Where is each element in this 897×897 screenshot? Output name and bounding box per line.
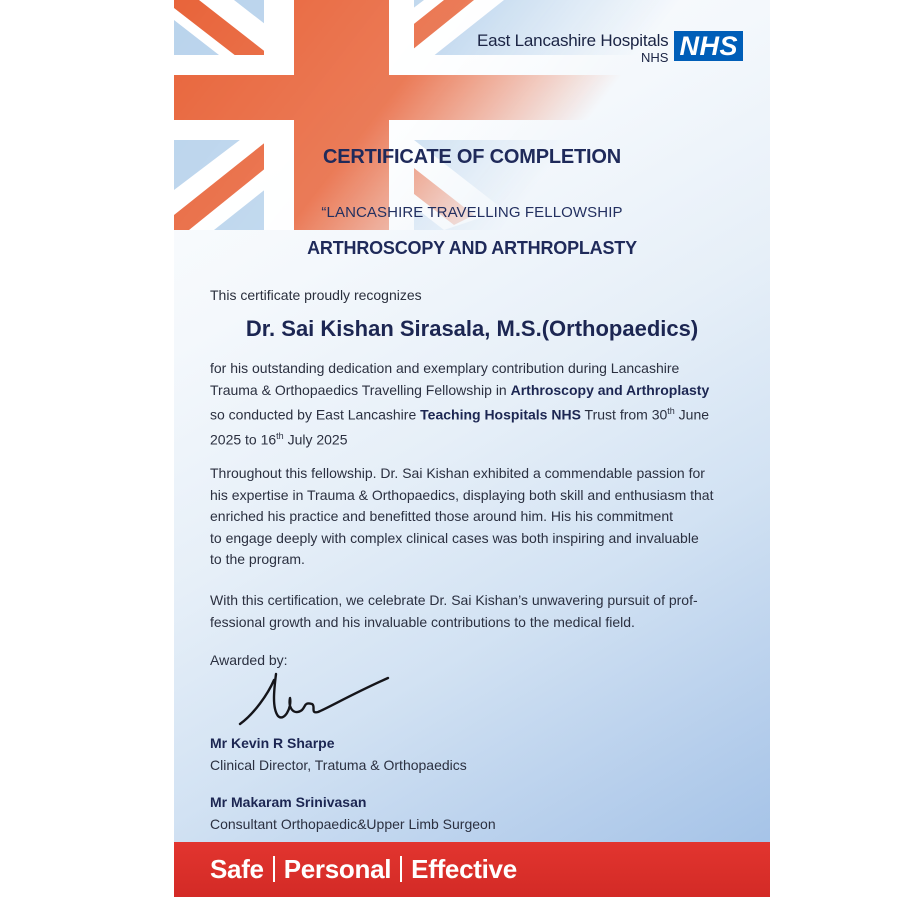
recipient-name: Dr. Sai Kishan Sirasala, M.S.(Orthopaedics) [245,316,699,341]
paragraph-line: to engage deeply with complex clinical cases was both inspiring and invaluable [210,529,699,546]
paragraph-line [210,426,750,451]
bold-text: Teaching Hospitals NHS [420,406,581,423]
intro-text: This certificate proudly recognizes [210,287,422,303]
text-span: so conducted by East Lancashire [210,406,421,423]
fellowship-title: “LANCASHIRE TRAVELLING FELLOWSHIP [321,204,623,221]
text-span: July 2025 [283,431,348,448]
value-safe: Safe [210,854,264,884]
text-span: Trauma & Orthopaedics Travelling Fellowship in [210,381,511,398]
text-span: Trust from 30 [580,406,668,423]
paragraph-line: his expertise in Trauma & Orthopaedics, displaying both skill and enthusiasm that [210,486,714,503]
awarded-by-label: Awarded by: [210,652,288,668]
certificate [174,0,770,897]
value-personal: Personal [283,854,392,884]
hospital-branding [477,31,743,65]
paragraph-line: enriched his practice and benefitted those around him. His his commitment [210,508,674,524]
description-paragraph [210,358,750,451]
superscript: th [667,406,675,416]
signer-name: Mr Kevin R Sharpe [210,735,335,751]
organisation-sub: NHS [641,50,669,65]
paragraph-line [210,380,750,402]
signer-title: Consultant Orthopaedic&Upper Limb Surgeon [210,816,496,832]
paragraph-line: Throughout this fellowship. Dr. Sai Kishan exhibited a commendable passion for [210,465,705,481]
signer-title: Clinical Director, Tratuma & Orthopaedics [210,757,467,773]
signature-graphic [232,668,392,730]
text-span: 2025 to 16 [210,431,277,448]
paragraph-line [210,401,750,426]
value-effective: Effective [411,854,517,884]
divider [400,856,402,882]
nhs-logo: NHS [674,31,743,61]
divider [273,856,275,882]
celebration-paragraph [210,590,750,633]
paragraph-line: With this certification, we celebrate Dr. Sai Kishan’s unwavering pursuit of prof- [210,592,698,608]
bold-text: Arthroscopy and Arthroplasty [510,381,710,398]
organisation-name: East Lancashire Hospitals [476,31,669,50]
paragraph-line: fessional growth and his invaluable contributions to the medical field. [210,613,635,630]
values-banner [174,842,770,897]
superscript: th [276,431,284,442]
fellowship-paragraph [210,463,750,571]
certificate-heading: CERTIFICATE OF COMPLETION [323,146,621,168]
paragraph-line: to the program. [210,551,305,567]
specialty-title: ARTHROSCOPY AND ARTHROPLASTY [307,238,637,258]
signer-name: Mr Makaram Srinivasan [210,794,367,810]
text-span: June [674,406,710,423]
paragraph-line: for his outstanding dedication and exemplary contribution during Lancashire [210,360,680,376]
